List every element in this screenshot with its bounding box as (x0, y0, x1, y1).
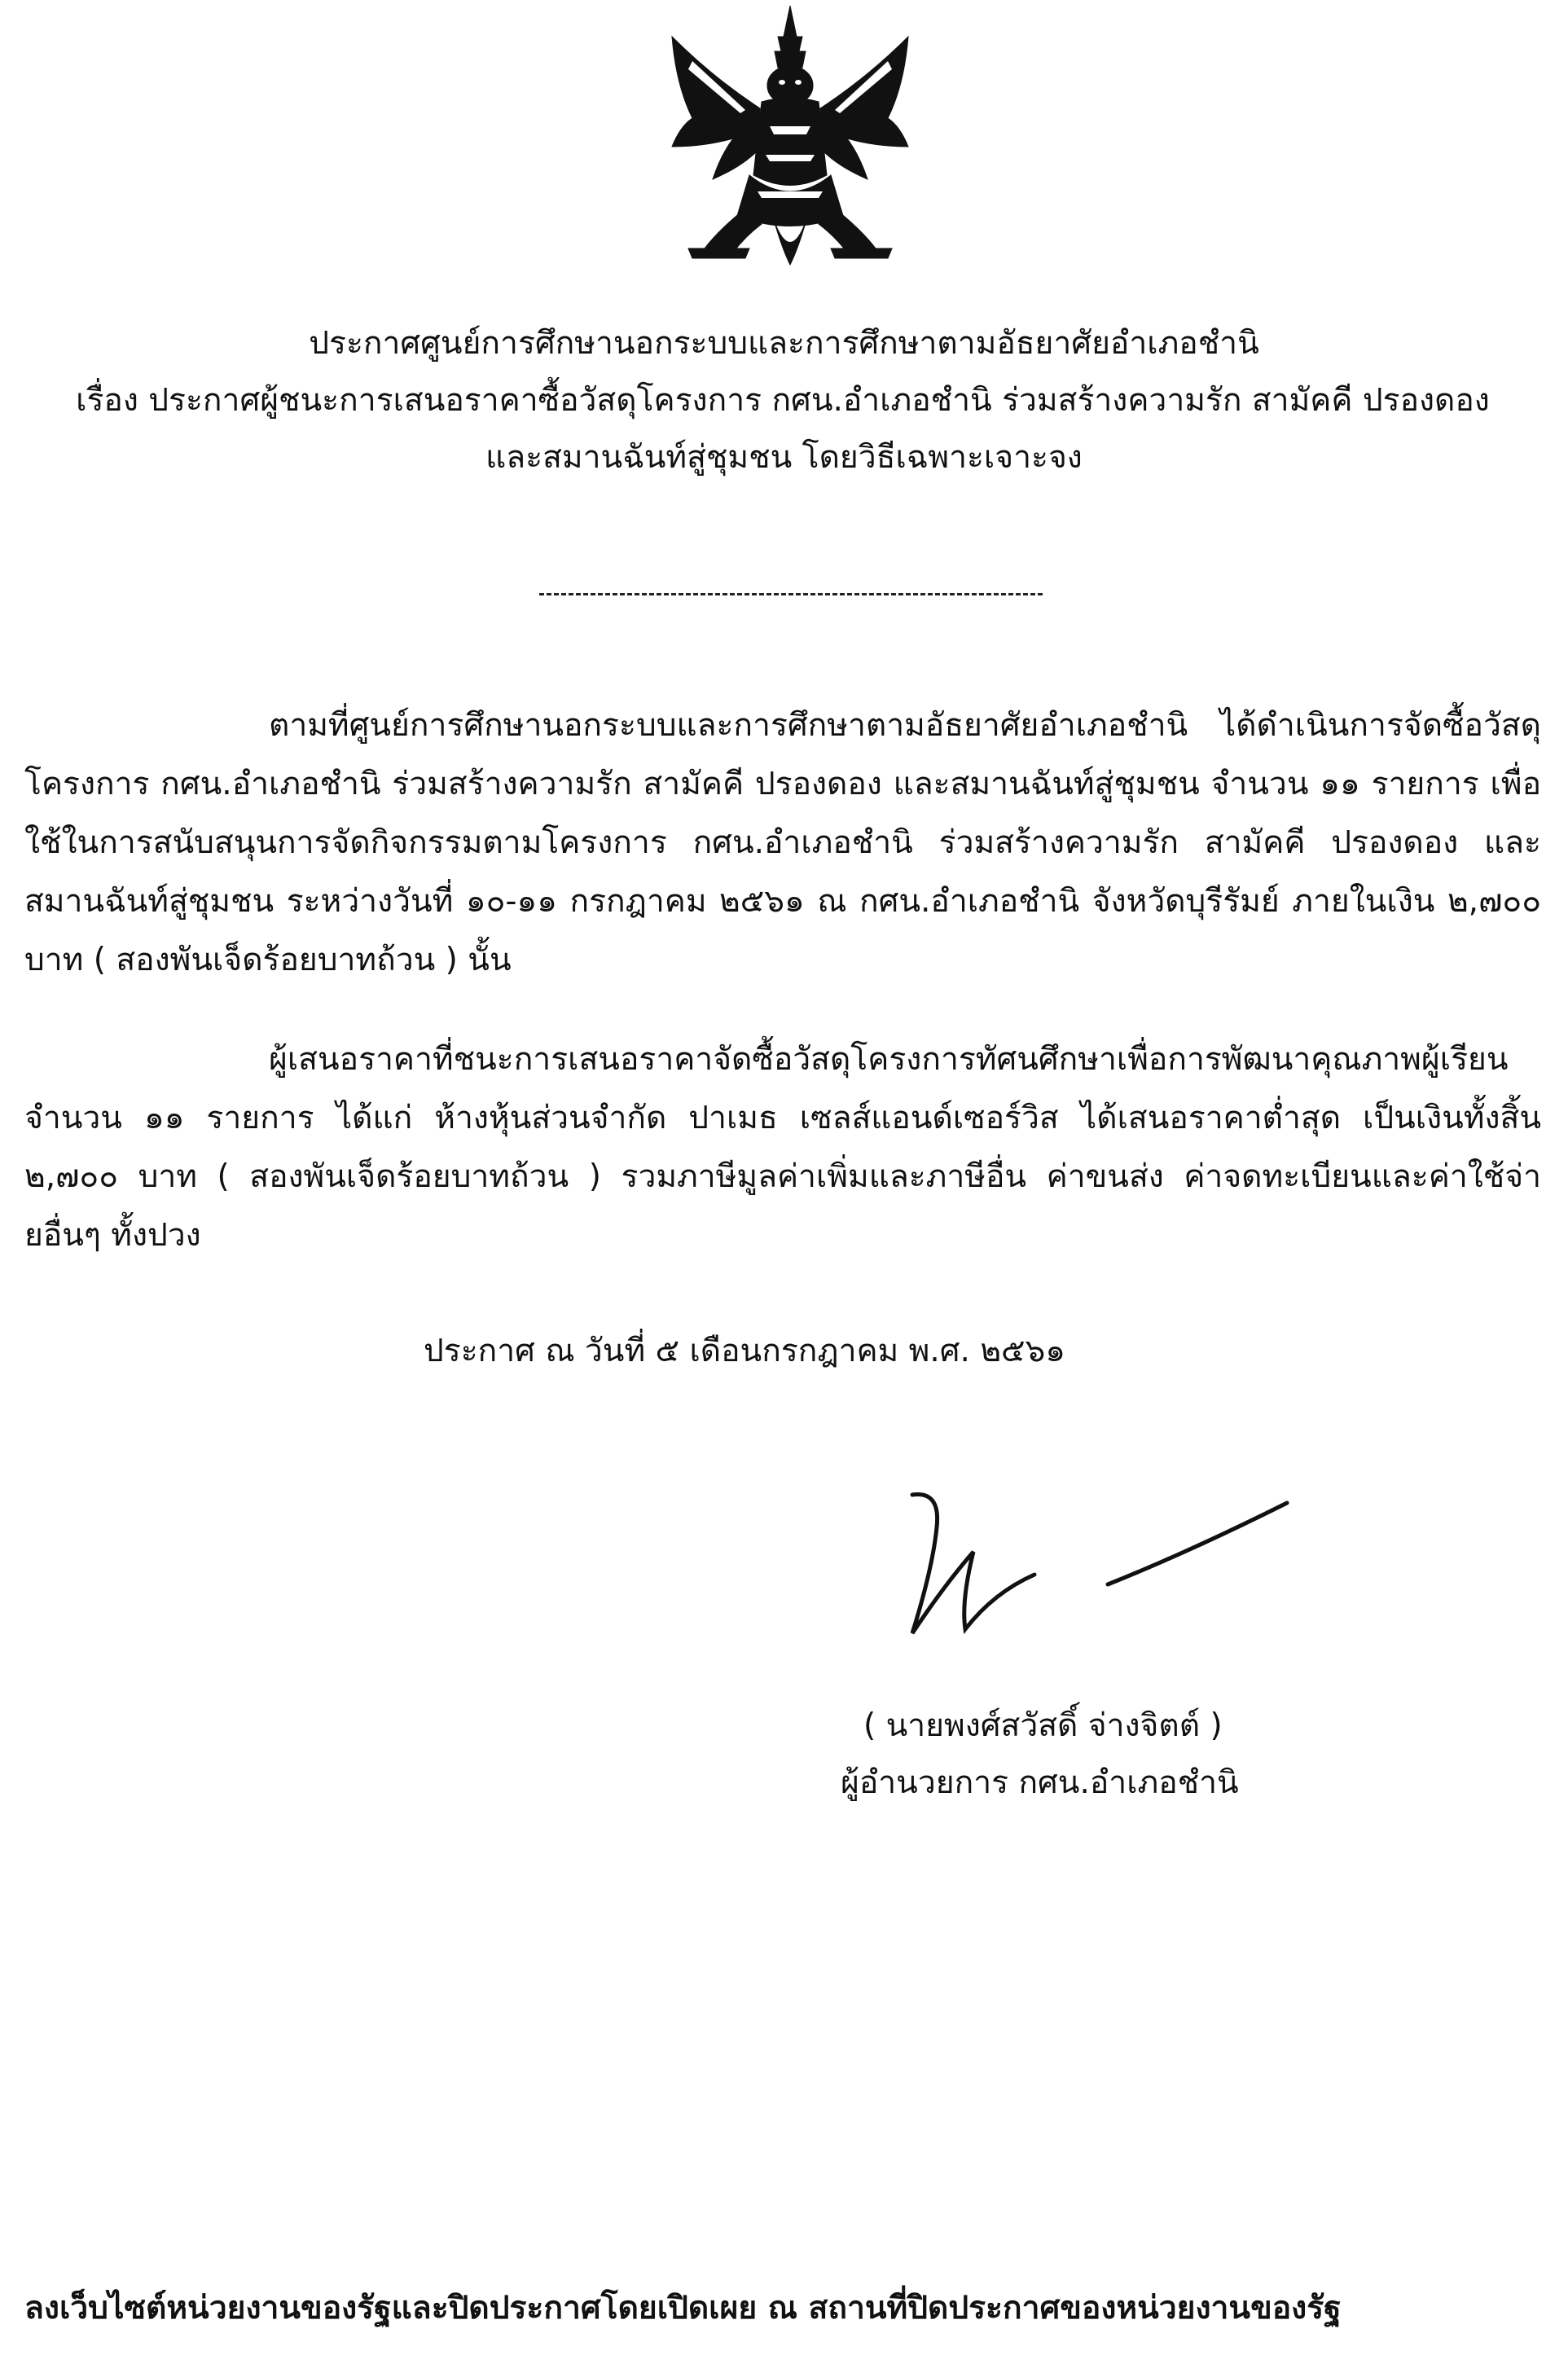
announcement-date: ประกาศ ณ วันที่ ๕ เดือนกรกฎาคม พ.ศ. ๒๕๖๑ (424, 1333, 1066, 1369)
announcement-subject-line-2: และสมานฉันท์สู่ชุมชน โดยวิธีเฉพาะเจาะจง (485, 439, 1083, 476)
announcement-subject-line-1: เรื่อง ประกาศผู้ชนะการเสนอราคาซื้อวัสดุโครงการ กศน.อำเภอชำนิ ร่วมสร้างความรัก สามัคคี ปรองดอง (76, 382, 1490, 419)
signature-mark (880, 1478, 1303, 1666)
heading-divider (539, 593, 1043, 595)
body-paragraph-2: ผู้เสนอราคาที่ชนะการเสนอราคาจัดซื้อวัสดุโครงการทัศนศึกษาเพื่อการพัฒนาคุณภาพผู้เรียน จำนวน ๑๑ รายการ ได้แก่ ห้างหุ้นส่วนจำกัด ปาเมธ เซลส์แอนด์เซอร์วิส ได้เสนอราคาต่ำสุด เป็นเงินทั้งสิ้น ๒,๗๐๐ บาท ( สองพันเจ็ดร้อยบาทถ้วน ) รวมภาษีมูลค่าเพิ่มและภาษีอื่น ค่าขนส่ง ค่าจดทะเบียนและค่าใช้จ่ายอื่นๆ ทั้งปวง (24, 1041, 1541, 1254)
posting-note: ลงเว็บไซต์หน่วยงานของรัฐและปิดประกาศโดยเปิดเผย ณ สถานที่ปิดประกาศของหน่วยงานของรัฐ (24, 2290, 1342, 2326)
signatory-position: ผู้อำนวยการ กศน.อำเภอชำนิ (841, 1764, 1239, 1801)
body-paragraph-1: ตามที่ศูนย์การศึกษานอกระบบและการศึกษาตามอัธยาศัยอำเภอชำนิ ได้ดำเนินการจัดซื้อวัสดุโครงการ กศน.อำเภอชำนิ ร่วมสร้างความรัก สามัคคี ปรองดอง และสมานฉันท์สู่ชุมชน จำนวน ๑๑ รายการ เพื่อใช้ในการสนับสนุนการจัดกิจกรรมตามโครงการ กศน.อำเภอชำนิ ร่วมสร้างความรัก สามัคคี ปรองดอง และสมานฉันท์สู่ชุมชน ระหว่างวันที่ ๑๐-๑๑ กรกฎาคม ๒๕๖๑ ณ กศน.อำเภอชำนิ จังหวัดบุรีรัมย์ ภายในเงิน ๒,๗๐๐ บาท ( สองพันเจ็ดร้อยบาทถ้วน ) นั้น (24, 707, 1541, 978)
garuda-emblem (656, 4, 925, 285)
signatory-name: ( นายพงศ์สวัสดิ์ จ่างจิตต์ ) (863, 1707, 1223, 1744)
announcement-issuer: ประกาศศูนย์การศึกษานอกระบบและการศึกษาตามอัธยาศัยอำเภอชำนิ (309, 325, 1259, 362)
